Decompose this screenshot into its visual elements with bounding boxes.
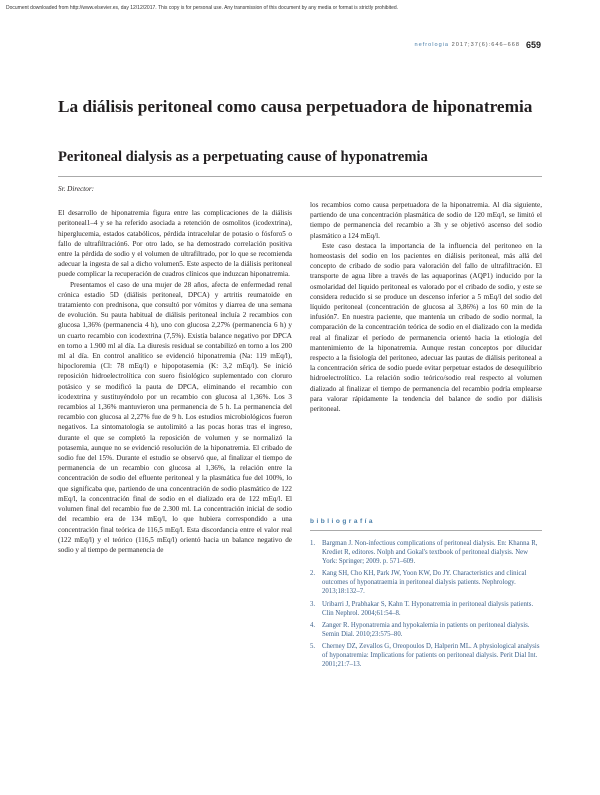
- salutation: Sr. Director:: [58, 185, 95, 193]
- body-paragraph: los recambios como causa perpetuadora de la hiponatremia. Al día siguiente, partiendo de una concentración plasmática de sodio de 120 mEq/l, se limitó el tiempo de permanencia del recambio a 3h y se objetivó ascenso del sodio plasmático a 124 mEq/l.: [310, 201, 542, 240]
- reference-number: 2.: [310, 570, 316, 578]
- reference-text[interactable]: Zanger R. Hyponatremia and hypokalemia in patients on peritoneal dialysis. Semin Dial. 2010;23:575–80.: [322, 622, 530, 638]
- title-divider: [58, 176, 542, 177]
- reference-item[interactable]: [310, 622, 542, 640]
- journal-name: nefrologia: [414, 42, 450, 48]
- reference-number: 3.: [310, 600, 316, 608]
- reference-item[interactable]: [310, 540, 542, 567]
- reference-number: 4.: [310, 622, 316, 630]
- download-watermark: Document downloaded from http://www.elsevier.es, day 12/12/2017. This copy is for personal use. Any transmission of this document by any media or format is strictly prohibited.: [6, 5, 399, 11]
- reference-text[interactable]: Cherney DZ, Zevallos G, Oreopoulos D, Halperin ML. A physiological analysis of hyponatremia: Implications for patients on peritoneal dialysis. Perit Dial Int. 2001;21:7–13.: [322, 643, 540, 669]
- bibliography-divider: [310, 530, 542, 531]
- reference-text[interactable]: Uribarri J, Prabhakar S, Kahn T. Hyponatremia in peritoneal dialysis patients. Clin Nephrol. 2004;61:54–8.: [322, 600, 534, 617]
- reference-item[interactable]: [310, 570, 542, 597]
- bibliography-heading: bibliografía: [310, 518, 376, 525]
- body-paragraph: Presentamos el caso de una mujer de 28 años, afecta de enfermedad renal crónica estadio 5D (diálisis peritoneal, DPCA) y artritis reumatoide en tratamiento con prednisona, que consultó por vómitos y diarrea de una semana de evolución. Su pauta habitual de diálisis peritoneal incluía 2 recambios con glucosa 1,36% (permanencia 4 h), uno con glucosa 2,27% (permanencia 6 h) y un cuarto recambio con icodextrina (7,5%). Existía balance negativo por DPCA en torno a 1.900 ml al día. La diuresis residual se contabilizó en torno a los 200 ml al día. En control analítico se evidenció hiponatremia (Na: 119 mEq/l), hipocloremia (Cl: 78 mEq/l) e hipopotasemia (K: 3,2 mEq/l). Se inició reposición hidroelectrolítica con suero fisiológico suplementado con cloruro potásico y se modificó la pauta de DPCA, eliminando el recambio con icodextrina y sustituyéndolo por un recambio con glucosa al 1,36%. Los 3 recambios al 1,36% mantuvieron una permanencia de 5 h. La permanencia del recambio con glucosa al 2,27% fue de 9 h. Los estudios microbiológicos fueron negativos. La sintomatología se autolimitó a las pocas horas tras el ingreso, durante el que se completó la reposición de volumen y se normalizó la potasemia, aunque no se evidenció resolución de la hiponatremia. El cribado de sodio fue del 15%. Durante el estudio se observó que, al finalizar el tiempo de permanencia de un recambio con glucosa al 1,36%, la relación entre la concentración de sodio del efluente peritoneal y la plasmática fue del 100%, lo que significaba que, partiendo de una concentración de sodio plasmático de 122 mEq/l, la concentración final de sodio en el dializado era de 122 mEq/l. El volumen final del recambio fue de 2.300 ml. La concentración inicial de sodio del recambio era de 134 mEq/l, lo que hubiera correspondido a una concentración final teórica de 116,5 mEq/l. Esta discordancia entre el valor real (122 mEq/l) y el teórico (116,5 mEq/l) orientó hacia un balance negativo de sodio y al tiempo de permanencia de: [58, 280, 292, 554]
- body-paragraph: Este caso destaca la importancia de la influencia del peritoneo en la homeostasis del sodio en los pacientes en diálisis peritoneal, más allá del concepto de cribado de sodio para valoración del fallo de ultrafiltración. El transporte de agua libre a través de las aquaporinas (AQP1) inducido por la osmolaridad del líquido peritoneal es valorado por el cribado de sodio, y este se considera reducido si se produce un descenso inferior a 5 mEq/l del sodio del líquido peritoneal (concentración de glucosa al 3,86%) a los 60 min de la infusión7. En nuestra paciente, que mantenía un cribado de sodio normal, la comparación de la concentración teórica de sodio en el dializado con la medida real al finalizar el período de permanencia orientó hacia la etiología del mantenimiento de la hiponatremia. Aunque restan conceptos por dilucidar respecto a la fisiología del peritoneo, adecuar las pautas de diálisis peritoneal a la concentración sérica de sodio puede evitar perpetuar estados de desequilibrio hidroelectrolítico. La relación sodio teórico/sodio real respecto al volumen dializado al finalizar el tiempo de permanencia del recambio podría emplearse para valorar rápidamente la tendencia del balance de sodio por diálisis peritoneal.: [310, 241, 542, 414]
- reference-text[interactable]: Kang SH, Cho KH, Park JW, Yoon KW, Do JY. Characteristics and clinical outcomes of hyponatraemia in peritoneal dialysis patients. Nephrology. 2013;18:132–7.: [322, 570, 527, 596]
- reference-item[interactable]: [310, 643, 542, 670]
- running-head: [0, 42, 520, 48]
- page-number: 659: [526, 40, 542, 50]
- right-column: [310, 200, 542, 414]
- article-title-english: Peritoneal dialysis as a perpetuating cause of hyponatremia: [58, 149, 428, 165]
- reference-number: 1.: [310, 540, 316, 547]
- article-title-spanish: La diálisis peritoneal como causa perpetuadora de hiponatremia: [58, 97, 533, 116]
- journal-citation: 2017;37(6):646–668: [451, 42, 520, 48]
- reference-number: 5.: [310, 643, 316, 651]
- reference-item[interactable]: [310, 601, 542, 619]
- body-paragraph: El desarrollo de hiponatremia figura entre las complicaciones de la diálisis peritoneal1–4 y se ha referido asociada a retención de osmolitos (icodextrina), hiperglucemia, estados catabólicos, pérdida intracelular de potasio o fósforo5 o fallo de ultrafiltración6. Por otro lado, se ha demostrado correlación positiva entre la pérdida de sodio y el volumen de ultrafiltrado, por lo que se recomienda adecuar la ingesta de sal a dicho volumen5. Este aspecto de la diálisis peritoneal puede complicar la recuperación de cuadros clínicos que induzcan hiponatremia.: [58, 209, 292, 279]
- reference-list: [310, 540, 542, 674]
- left-column: [58, 184, 292, 555]
- reference-text[interactable]: Bargman J. Non-infectious complications of peritoneal dialysis. En: Khanna R, Krediet R, editores. Nolph and Gokal's textbook of peritoneal dialysis. New York: Springer; 2009. p. 571–609.: [322, 540, 538, 565]
